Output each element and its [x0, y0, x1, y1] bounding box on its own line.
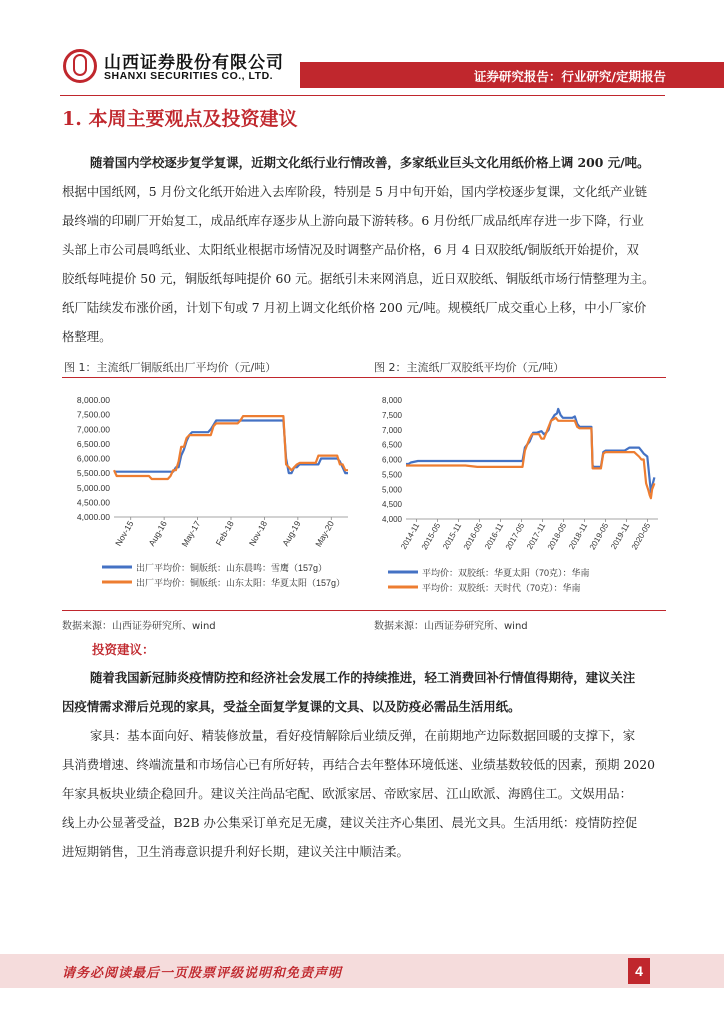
figure2-title: 图 2：主流纸厂双胶纸平均价（元/吨）: [374, 361, 565, 374]
y-tick-label: 4,000: [381, 515, 402, 524]
x-tick-label: 2015-05: [419, 521, 443, 552]
company-name-cn: 山西证券股份有限公司: [104, 53, 284, 73]
x-tick-label: 2015-11: [441, 521, 464, 551]
x-tick-label: Nov-18: [246, 519, 270, 548]
figure2-source: 数据来源：山西证券研究所、wind: [374, 621, 528, 632]
chart1-legend: [102, 562, 345, 588]
chart1: [62, 382, 358, 604]
x-tick-label: 2018-05: [545, 521, 569, 552]
section-body: [62, 177, 666, 351]
x-tick-label: Aug-19: [280, 519, 303, 548]
x-tick-label: 2020-05: [629, 521, 653, 552]
investment-label: 投资建议：: [92, 642, 155, 657]
page-number: 4: [628, 958, 650, 984]
section-lead: 随着国内学校逐步复学复课，近期文化纸行业行情改善，多家纸业巨头文化用纸价格上调 200 元/吨。: [90, 155, 650, 170]
x-tick-label: 2014-11: [399, 521, 422, 551]
x-tick-label: 2017-11: [525, 521, 548, 551]
y-tick-label: 5,500: [381, 470, 402, 480]
x-tick-label: 2017-05: [503, 521, 527, 552]
y-tick-label: 7,500: [381, 410, 402, 420]
legend-label-1: 平均价：双胶纸：华夏太阳（70克）：华南: [422, 568, 590, 578]
body-line: 家具：基本面向好、精装修放量，看好疫情解除后业绩反弹，在前期地产边际数据回暖的支撑下，家: [90, 728, 636, 743]
body-line: 具消费增速、终端流量和市场信心已有所好转，再结合去年整体环境低迷、业绩基数较低的因素，预期 2020: [62, 757, 656, 772]
series-line-2: [114, 416, 348, 479]
lead-line: 随着我国新冠肺炎疫情防控和经济社会发展工作的持续推进，轻工消费回补行情值得期待，建议关注: [90, 670, 636, 685]
section-title: 1. 本周主要观点及投资建议: [62, 108, 298, 130]
body-line: 胶纸每吨提价 50 元，铜版纸每吨提价 60 元。据纸引未来网消息，近日双胶纸、铜版纸市场行情整理为主。: [62, 271, 655, 286]
chart1-y-axis: [77, 395, 110, 522]
y-tick-label: 8,000: [381, 396, 402, 405]
chart1-x-axis: [113, 517, 348, 549]
figure1-title: 图 1：主流纸厂铜版纸出厂平均价（元/吨）: [64, 361, 277, 374]
chart1-plot: [114, 416, 348, 479]
footer-disclaimer: 请务必阅读最后一页股票评级说明和免责声明: [62, 966, 343, 981]
x-tick-label: May-17: [179, 519, 203, 549]
y-tick-label: 4,500: [381, 500, 402, 510]
chart2-plot: [406, 409, 654, 498]
body-line: 年家具板块业绩企稳回升。建议关注尚品宅配、欧派家居、帝欧家居、江山欧派、海鸥住工。文娱用品：: [62, 786, 632, 801]
investment-lead: [62, 663, 666, 721]
figure-top-divider: [62, 377, 666, 378]
chart2: [372, 382, 666, 604]
series-line-1: [114, 421, 348, 474]
chart2-y-axis: [382, 396, 403, 524]
x-tick-label: Feb-18: [213, 519, 236, 548]
lead-line: 因疫情需求滞后兑现的家具，受益全面复学复课的文具、以及防疫必需品生活用纸。: [62, 699, 521, 714]
body-line: 线上办公显著受益，B2B 办公集采订单充足无虞，建议关注齐心集团、晨光文具。生活用纸：疫情防控促: [62, 815, 638, 830]
x-tick-label: Aug-16: [146, 519, 169, 548]
x-tick-label: Nov-15: [113, 519, 136, 548]
x-tick-label: 2016-11: [483, 521, 506, 551]
body-line: 根据中国纸网，5 月份文化纸开始进入去库阶段，特别是 5 月中旬开始，国内学校逐步复课，文化纸产业链: [62, 184, 648, 199]
chart2-legend: [388, 567, 590, 593]
y-tick-label: 6,500.00: [76, 438, 110, 449]
y-tick-label: 5,000: [381, 485, 402, 495]
legend-label-2: 出厂平均价：铜版纸：山东太阳：华夏太阳（157g）: [136, 578, 346, 588]
y-tick-label: 5,000.00: [76, 482, 110, 493]
body-line: 格整理。: [62, 329, 112, 344]
y-tick-label: 7,500.00: [76, 409, 110, 420]
y-tick-label: 7,000.00: [76, 424, 110, 435]
body-line: 进短期销售，卫生消毒意识提升利好长期，建议关注中顺洁柔。: [62, 844, 409, 859]
legend-label-1: 出厂平均价：铜版纸：山东晨鸣：雪鹰（157g）: [136, 563, 328, 573]
chart2-x-axis: [399, 519, 658, 551]
report-type: 证券研究报告：行业研究/定期报告: [473, 69, 666, 84]
y-tick-label: 4,000.00: [76, 512, 110, 522]
company-name-en: SHANXI SECURITIES CO., LTD.: [104, 70, 274, 82]
legend-label-2: 平均价：双胶纸：天时代（70克）：华南: [422, 583, 581, 593]
x-tick-label: 2019-05: [587, 521, 611, 552]
body-line: 最终端的印刷厂开始复工，成品纸库存逐步从上游向最下游转移。6 月份纸厂成品纸库存进一步下降，行业: [62, 213, 644, 228]
investment-body: [62, 721, 666, 866]
y-tick-label: 5,500.00: [76, 468, 110, 479]
y-tick-label: 4,500.00: [76, 497, 110, 508]
y-tick-label: 6,000: [381, 455, 402, 465]
x-tick-label: 2019-11: [609, 521, 632, 551]
x-tick-label: 2018-11: [567, 521, 590, 551]
figure1-source: 数据来源：山西证券研究所、wind: [62, 621, 216, 632]
body-line: 纸厂陆续发布涨价函，计划下旬或 7 月初上调文化纸价格 200 元/吨。规模纸厂成交重心上移，中小厂家价: [62, 300, 647, 315]
series-line-1: [406, 409, 654, 492]
y-tick-label: 8,000.00: [76, 395, 110, 405]
body-line: 头部上市公司晨鸣纸业、太阳纸业根据市场情况及时调整产品价格，6 月 4 日双胶纸/铜版纸开始提价，双: [62, 242, 639, 257]
y-tick-label: 7,000: [381, 425, 402, 435]
figure-bottom-divider: [62, 610, 666, 611]
x-tick-label: May-20: [313, 519, 337, 549]
header-divider: [60, 95, 665, 96]
y-tick-label: 6,500: [381, 440, 402, 450]
x-tick-label: 2016-05: [461, 521, 485, 552]
y-tick-label: 6,000.00: [76, 453, 110, 464]
series-line-2: [406, 418, 654, 498]
